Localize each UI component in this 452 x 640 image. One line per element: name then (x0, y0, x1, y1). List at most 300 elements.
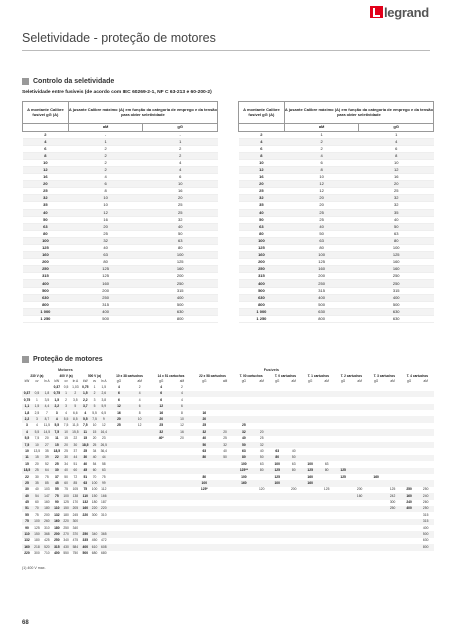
table-cell: 100 (23, 237, 69, 244)
table-cell: 27 (42, 442, 52, 448)
table-cell: 400 (23, 280, 69, 287)
table-cell: 400 (239, 280, 285, 287)
table-cell: 5,5 (54, 423, 60, 428)
table-cell: 11 (22, 455, 32, 461)
table-cell: 63 (239, 223, 285, 230)
table-cell: 160 (44, 500, 50, 505)
legrand-logo-icon (370, 6, 383, 18)
table-cell: 125 (284, 259, 359, 266)
header-upstream: A montante Calibre fusível gG (A) (23, 102, 69, 124)
motor-protection-table (22, 368, 434, 557)
section-heading-text: Controlo da seletividade (33, 78, 115, 85)
table-cell: 85 (70, 480, 80, 486)
table-cell: 4 (84, 410, 87, 415)
table-cell: 4 (181, 397, 183, 402)
table-cell: 245 (72, 512, 79, 517)
table-cell: 80 (192, 455, 217, 461)
table-cell: 125 (23, 245, 69, 252)
table-cell: 12 (101, 423, 106, 428)
header-sub: In A (101, 379, 107, 384)
table-row (23, 166, 218, 173)
table-cell: 125 (34, 525, 40, 530)
table-cell: 45 (52, 480, 62, 486)
header-upstream: A montante Calibre fusível gG (A) (239, 102, 285, 124)
table-cell: 6 (359, 145, 434, 152)
table-cell: 4 (22, 429, 32, 435)
table-cell: 125 (239, 245, 285, 252)
table-cell: 10 (129, 416, 150, 422)
table-cell (217, 551, 233, 557)
table-cell: 240 (406, 500, 412, 505)
table-cell: 250 (80, 531, 90, 537)
table-cell: 4 (68, 174, 143, 181)
header-sub: gG (159, 379, 164, 384)
table-cell: 315 (239, 273, 285, 280)
table-cell: 35 (359, 209, 434, 216)
table-row (23, 223, 218, 230)
header-voltage: 400 V (a) (59, 373, 73, 378)
table-cell: 25 (32, 468, 42, 474)
table-cell: 500 (82, 551, 89, 556)
table-cell: 2 (68, 152, 143, 159)
table-cell: 160 (233, 480, 254, 486)
table-cell: 25 (239, 188, 285, 195)
table-row (239, 216, 434, 223)
table-cell: 20 (254, 429, 269, 435)
table-cell: 4 (36, 423, 38, 428)
table-cell: 25 (359, 188, 434, 195)
table-cell: 60 (90, 468, 99, 474)
table-cell: 160 (239, 252, 285, 259)
table-row (239, 315, 434, 322)
table-cell: 500 (239, 287, 285, 294)
table-cell: 44 (99, 455, 109, 461)
table-cell: 100 (91, 487, 98, 492)
table-cell: 2 (65, 397, 67, 402)
table-cell: 4 (359, 138, 434, 145)
header-fuse-size: T. 3 cartuchos (373, 373, 395, 378)
table-row (23, 230, 218, 237)
table-cell: 15,5 (72, 429, 79, 434)
table-cell: 365 (99, 531, 109, 537)
table-cell (318, 551, 335, 557)
table-cell: 5,5 (24, 436, 30, 441)
table-cell: 105 (72, 487, 79, 492)
table-cell: 20 (92, 436, 97, 441)
table-cell: 12 (180, 423, 184, 428)
table-cell: 2 (68, 145, 143, 152)
header-blank (239, 124, 285, 132)
table-row (239, 166, 434, 173)
table-cell: 160 (401, 493, 417, 499)
table-cell: 40 (90, 455, 99, 461)
table-cell: 25 (117, 423, 121, 428)
table-cell: 25 (68, 230, 143, 237)
table-cell: 100 (274, 461, 280, 466)
table-cell: 1 (36, 397, 38, 402)
table-cell: 63 (324, 461, 329, 466)
table-cell: 50 (285, 455, 302, 461)
table-cell: 550 (63, 551, 69, 556)
table-row (239, 287, 434, 294)
table-cell: 35 (23, 202, 69, 209)
header-sub: aM (291, 379, 296, 384)
table-cell: 18,5 (53, 448, 61, 453)
table-cell: 11,5 (72, 423, 79, 428)
table-cell: 25 (223, 436, 227, 441)
table-row (23, 245, 218, 252)
table-row (239, 252, 434, 259)
table-row (239, 195, 434, 202)
table-cell: 40 (239, 209, 285, 216)
table-row (23, 252, 218, 259)
table-cell: 3,7 (80, 404, 90, 410)
table-cell: 12 (109, 404, 129, 410)
table-cell (368, 551, 384, 557)
table-cell: 400 (143, 294, 218, 301)
table-cell: 20 (217, 429, 233, 435)
table-cell: 584 (70, 544, 80, 550)
table-cell: 3 (26, 423, 28, 428)
table-cell: 800 (284, 315, 359, 322)
table-cell: 680 (91, 551, 98, 556)
table-cell: 100 (63, 493, 69, 498)
table-cell: 160 (80, 506, 90, 512)
table-cell: 100 (241, 461, 247, 466)
table-cell: 20 (45, 436, 49, 441)
table-cell: 30 (62, 455, 71, 461)
table-cell: 368 (42, 531, 52, 537)
table-cell: 35 (239, 202, 285, 209)
table-cell: 50 (359, 223, 434, 230)
table-cell: 315 (52, 544, 62, 550)
table-cell: 6 (68, 181, 143, 188)
table-cell: 32 (239, 195, 285, 202)
header-sub: gG (341, 379, 346, 384)
table-cell: 180 (42, 506, 52, 512)
table-cell: 6,6 (73, 410, 78, 415)
table-cell: 55 (25, 512, 29, 517)
table-cell: 2,2 (82, 397, 88, 402)
table-row (239, 209, 434, 216)
table-cell: 16 (117, 410, 121, 415)
table-cell: 40* (158, 436, 164, 441)
table-cell: 15 (83, 436, 88, 441)
table-cell: 20 (192, 416, 217, 422)
header-sub: kW (82, 379, 88, 384)
table-cell: 125 (274, 474, 280, 479)
table-cell: 22 (25, 474, 29, 479)
table-cell: 20 (143, 195, 218, 202)
table-cell: 500 (68, 315, 143, 322)
table-cell: 800 (143, 315, 218, 322)
table-cell: 30 (25, 487, 29, 492)
table-cell: 80 (359, 237, 434, 244)
table-cell: - (68, 131, 143, 138)
table-cell (401, 551, 417, 557)
table-cell: 75 (101, 474, 106, 479)
header-sub: cv (64, 379, 68, 384)
header-sub: gG (202, 379, 207, 384)
table-cell (172, 551, 192, 557)
table-row (23, 188, 218, 195)
table-cell: 475 (72, 538, 79, 543)
table-row (23, 280, 218, 287)
table-cell: 400 (359, 294, 434, 301)
table-cell: 8 (23, 152, 69, 159)
table-cell: 300 (34, 551, 40, 556)
table-cell: 64 (42, 468, 52, 474)
table-cell: 315 (284, 287, 359, 294)
table-cell: 13,5 (33, 448, 41, 453)
table-cell: 800 (23, 301, 69, 308)
brand-name: legrand (384, 4, 429, 20)
header-sub: gG (406, 379, 412, 384)
table-cell: 45 (80, 468, 90, 474)
table-cell: 40 (223, 448, 227, 453)
table-cell: 630 (359, 315, 434, 322)
table-cell: 200 (239, 259, 285, 266)
table-cell: 160 (307, 474, 313, 479)
table-cell (254, 551, 269, 557)
table-cell: 4 (143, 166, 218, 173)
table-row (239, 230, 434, 237)
table-cell: 80 (23, 230, 69, 237)
table-cell: 10 (92, 423, 97, 428)
table-row (239, 308, 434, 315)
table-cell: 12 (150, 404, 172, 410)
table-cell: 50 (239, 216, 285, 223)
table-cell: 250 (63, 525, 69, 530)
table-cell: 55 (55, 487, 59, 492)
table-cell: 300 (70, 519, 80, 525)
table-row (23, 308, 218, 315)
table-cell: 2 (143, 145, 218, 152)
table-cell: 16 (143, 188, 218, 195)
table-cell: 400 (422, 525, 429, 530)
table-cell: 160 (373, 474, 379, 479)
table-cell: 40 (62, 468, 71, 474)
table-cell: 180 (54, 525, 60, 530)
table-cell: 220 (99, 506, 109, 512)
table-cell: 187 (101, 500, 107, 505)
table-cell: 138 (70, 493, 80, 499)
table-cell: 180 (63, 512, 69, 517)
table-cell: 12 (284, 188, 359, 195)
table-cell: 34 (92, 448, 97, 453)
table-row (239, 223, 434, 230)
header-fuse-size: T. 0 cartuchos (274, 373, 297, 378)
header-sub: cv (35, 379, 39, 384)
table-cell: 60 (62, 480, 71, 486)
table-cell: 30 (52, 468, 62, 474)
table-row (239, 202, 434, 209)
header-sub: aM (357, 379, 362, 384)
table-cell: 125 (340, 474, 346, 479)
header-fuse-size: T. 2 cartuchos (340, 373, 363, 378)
table-cell: 250 (68, 294, 143, 301)
table-cell: 32 (233, 429, 254, 435)
table-cell: 100 (239, 237, 285, 244)
table-cell: 220 (63, 519, 69, 524)
table-row (239, 294, 434, 301)
table-cell: 39 (42, 455, 52, 461)
header-fuse-size: 14 x 51 cartuchos (157, 373, 185, 378)
table-cell: 50 (217, 455, 233, 461)
table-cell: 315 (422, 512, 429, 517)
table-cell: 16 (359, 174, 434, 181)
table-cell: 300 (91, 512, 98, 517)
table-cell: 110 (52, 506, 62, 512)
table-cell: 0,5 (63, 385, 69, 390)
table-cell: 16 (202, 410, 207, 415)
table-cell: 10 (68, 202, 143, 209)
table-row (23, 216, 218, 223)
table-cell: 15 (32, 455, 42, 461)
table-cell: 25 (22, 480, 32, 486)
table-cell: 4 (143, 159, 218, 166)
table-row (239, 152, 434, 159)
table-cell: 1 250 (239, 315, 285, 322)
header-sub: aM (324, 379, 329, 384)
table-cell: 160 (359, 259, 434, 266)
table-cell: 110 (22, 531, 32, 537)
table-cell: 26,5 (100, 442, 107, 447)
table-row (239, 181, 434, 188)
table-cell: 40 (23, 209, 69, 216)
table-cell: 63 (80, 480, 90, 486)
table-cell: 8 (138, 410, 141, 415)
table-cell: 150 (63, 506, 69, 511)
table-row (239, 273, 434, 280)
table-cell: 85 (42, 480, 52, 486)
table-cell: 250 (143, 280, 218, 287)
table-cell: 630 (284, 308, 359, 315)
table-cell: 20 (284, 202, 359, 209)
section-heading-selectivity (22, 78, 114, 85)
header-sub: gG (116, 379, 122, 384)
table-row (239, 266, 434, 273)
header-sub: kW (24, 379, 30, 384)
table-cell: 3,8 (101, 397, 107, 402)
table-cell: 100 (32, 519, 42, 525)
table-row (23, 195, 218, 202)
table-cell: 4 (118, 385, 120, 390)
table-row (239, 188, 434, 195)
table-cell: 11 (80, 429, 90, 435)
table-cell: 99 (99, 480, 109, 486)
table-cell: 40 (291, 448, 296, 453)
table-cell: 160 (22, 544, 32, 550)
table-cell: 1,1 (22, 404, 32, 410)
table-cell: 5 (70, 404, 80, 410)
table-cell: 370 (70, 531, 80, 537)
table-cell: 80 (318, 468, 335, 474)
table-cell: 25 (284, 209, 359, 216)
table-cell: 1 (93, 385, 96, 390)
table-cell: 315 (68, 301, 143, 308)
table-cell: 242 (384, 493, 401, 499)
table-cell: 25 (90, 442, 99, 448)
table-cell: 166 (99, 493, 109, 499)
table-cell: 63 (99, 468, 109, 474)
table-cell: 37 (55, 474, 59, 479)
table-cell: 250 (54, 538, 60, 543)
table-cell: 125 (63, 500, 69, 505)
table-cell: 310 (44, 525, 50, 530)
header-sub: gG (308, 379, 313, 384)
table-cell: 6 (109, 391, 129, 397)
table-cell: 2 (138, 385, 141, 390)
table-cell: 20 (35, 461, 39, 466)
table-cell: 2 (239, 131, 285, 138)
table-cell: 90 (55, 500, 59, 505)
table-cell: 608 (99, 544, 109, 550)
table-cell: 400 (54, 551, 60, 556)
table-cell: 4,4 (42, 404, 52, 410)
table-cell: 20 (180, 436, 184, 441)
table-cell: 50 (192, 442, 217, 448)
table-cell: 72 (73, 474, 78, 479)
table-cell: 250 (23, 266, 69, 273)
table-cell: 160 (302, 480, 318, 486)
header-sub: aM (423, 379, 428, 384)
table-cell: 60 (70, 468, 80, 474)
table-cell: 2,2 (22, 416, 32, 422)
table-cell: 6 (160, 397, 163, 402)
table-cell: 7,5 (34, 436, 40, 441)
table-cell: 6 (172, 404, 192, 410)
table-cell: 125 (359, 252, 434, 259)
table-cell: 200 (356, 487, 363, 492)
table-cell: 2,2 (52, 404, 62, 410)
table-cell: 125 (143, 259, 218, 266)
section-heading-text: Proteção de motores (33, 356, 103, 363)
footnote: (1) 400 V max. (22, 566, 46, 570)
table-row (23, 202, 218, 209)
table-cell: 200 (44, 512, 50, 517)
table-cell: 335 (82, 538, 89, 543)
table-cell: 800 (417, 544, 434, 550)
table-cell: 147 (42, 493, 52, 499)
table-cell (150, 551, 172, 557)
table-cell: 12 (284, 181, 359, 188)
table-cell: 170 (72, 500, 79, 505)
table-cell: 8,5 (70, 416, 80, 422)
table-cell: 10 (284, 174, 359, 181)
table-cell: 150 (32, 531, 42, 537)
table-cell: 240 (417, 493, 434, 499)
page-number: 68 (22, 620, 29, 626)
table-cell: 32 (254, 442, 269, 448)
legrand-logo (370, 5, 429, 19)
table-cell: 2 (181, 385, 183, 390)
table-cell: 12 (23, 166, 69, 173)
table-cell: 1,5 (54, 397, 60, 402)
table-cell: 52 (45, 461, 49, 466)
table-cell: 10 (62, 429, 71, 435)
table-cell: 25 (259, 436, 264, 441)
section-heading-motors (22, 356, 103, 363)
table-cell: 40 (359, 216, 434, 223)
table-cell: 63 (242, 448, 246, 453)
table-cell: 80 (239, 230, 285, 237)
table-cell: 220 (82, 512, 89, 517)
table-cell: 80 (284, 245, 359, 252)
table-cell: 70 (92, 474, 97, 479)
table-cell: 10 (68, 195, 143, 202)
table-cell: 125 (302, 468, 318, 474)
